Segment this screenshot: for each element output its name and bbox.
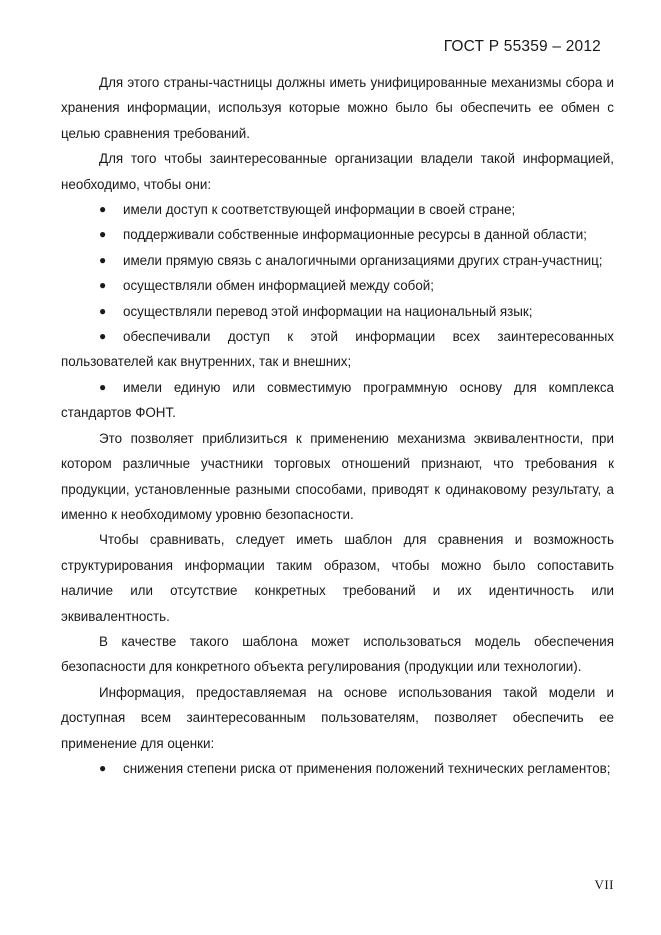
document-body [61, 70, 614, 781]
paragraph: Информация, предоставляемая на основе использования такой модели и доступная всем заинтересованным пользователям, позволяет обеспечить ее применение для оценки: [61, 684, 614, 751]
page-number: VII [594, 877, 614, 892]
document-header: ГОСТ Р 55359 – 2012 [443, 38, 601, 55]
list-item: ● имели единую или совместимую программную основу для комплекса стандартов ФОНТ. [61, 375, 614, 426]
list-item: ● имели доступ к соответствующей информации в своей стране; [61, 197, 614, 222]
list-item: ● имели прямую связь с аналогичными организациями других стран-участниц; [61, 248, 614, 273]
paragraph: Чтобы сравнивать, следует иметь шаблон для сравнения и возможность структурирования информации таким образом, чтобы можно было сопоставить наличие или отсутствие конкретных требований и их идентичность или эквивалентность. [61, 532, 614, 624]
list-item: ● снижения степени риска от применения положений технических регламентов; [61, 756, 614, 781]
list-item: ● поддерживали собственные информационные ресурсы в данной области; [61, 222, 614, 247]
bullet-icon: ● [99, 252, 107, 267]
bullet-icon: ● [99, 227, 107, 242]
paragraph: Для того чтобы заинтересованные организации владели такой информацией, необходимо, чтобы они: [61, 151, 614, 192]
list-item: ● осуществляли перевод этой информации на национальный язык; [61, 299, 614, 324]
paragraph: В качестве такого шаблона может использоваться модель обеспечения безопасности для конкретного объекта регулирования (продукции или технологии). [61, 633, 614, 675]
bullet-icon: ● [99, 379, 107, 394]
bullet-icon: ● [99, 278, 107, 293]
bullet-icon: ● [99, 202, 107, 217]
bullet-icon: ● [99, 329, 107, 344]
list-item: ● осуществляли обмен информацией между собой; [61, 273, 614, 298]
bullet-icon: ● [99, 760, 107, 775]
paragraph: Для этого страны-частницы должны иметь унифицированные механизмы сбора и хранения информации, используя которые можно было бы обеспечить ее обмен с целью сравнения требований. [61, 75, 614, 141]
paragraph: Это позволяет приблизиться к применению механизма эквивалентности, при котором различные участники торговых отношений признают, что требования к продукции, установленные разными способами, приводят к одинаковому результату, а именно к необходимому уровню безопасности. [61, 430, 614, 522]
list-item: ● обеспечивали доступ к этой информации всех заинтересованных пользователей как внутренних, так и внешних; [61, 324, 614, 375]
bullet-icon: ● [99, 303, 107, 318]
